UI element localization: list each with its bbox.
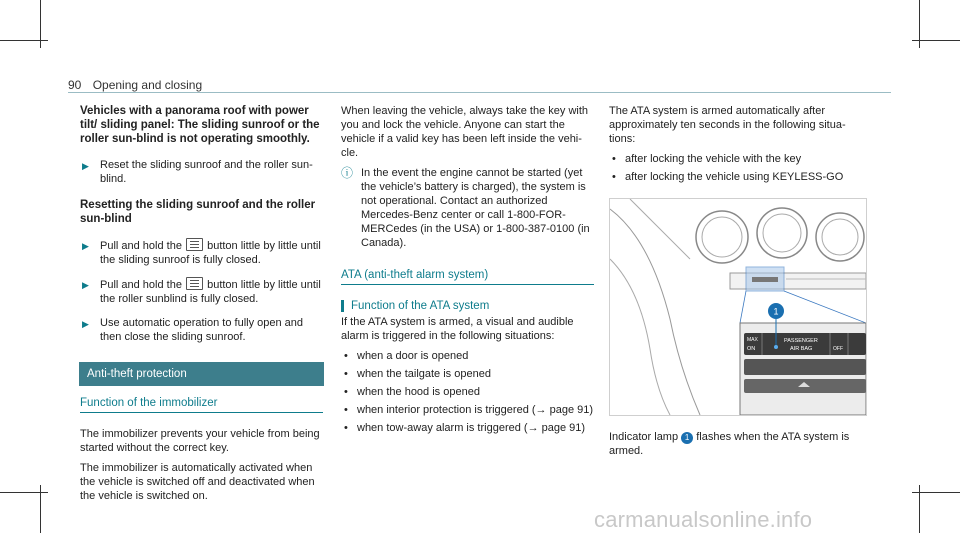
paragraph: The ATA system is armed automatically after approximately ten seconds in the following situa-tions:: [609, 105, 846, 145]
list-item: • after locking the vehicle using KEYLESS-GO: [609, 170, 865, 184]
step-arrow-icon: ▶: [82, 280, 89, 290]
crop-mark: [0, 492, 48, 493]
crop-mark: [912, 40, 960, 41]
heading-panorama-roof: Vehicles with a panorama roof with power tilt/ sliding panel: The sliding sunroof or the roller sun-blind is not operating smoothly.: [80, 105, 320, 145]
callout-badge: 1: [681, 432, 693, 444]
section-title: Opening and closing: [92, 78, 203, 92]
step-text: Reset the sliding sunroof and the roller sun-blind.: [100, 159, 313, 185]
info-icon: ⓘ: [341, 166, 354, 180]
step-text: Pull and hold the: [100, 240, 182, 252]
note-block: [341, 166, 594, 250]
step-text: button little by little until the sliding sunroof is fully closed.: [100, 240, 321, 266]
bullet-list: [341, 349, 594, 435]
paragraph: The immobilizer is automatically activated when the vehicle is switched off and deactivated when the vehicle is switched on.: [80, 462, 315, 502]
column-3: [609, 104, 865, 464]
step-text: Pull and hold the: [100, 279, 182, 291]
list-item: • when a door is opened: [341, 349, 594, 363]
caption-text: Indicator lamp: [609, 431, 679, 443]
step-text: button little by little until the roller sunblind is fully closed.: [100, 279, 321, 305]
list-item: • when the hood is opened: [341, 385, 594, 399]
step-automatic-operation: [80, 316, 323, 344]
button-on-label: ON: [747, 346, 756, 352]
paragraph: The immobilizer prevents your vehicle from being started without the correct key.: [80, 428, 320, 454]
heading-function-ata: [341, 299, 594, 313]
roof-button-icon: [186, 277, 203, 290]
crop-mark: [912, 492, 960, 493]
column-1: [80, 104, 323, 509]
step-arrow-icon: ▶: [82, 241, 89, 251]
subheading-ata: ATA (anti-theft alarm system): [341, 268, 594, 285]
dashboard-drawing: [610, 199, 866, 415]
list-item: • after locking the vehicle with the key: [609, 152, 865, 166]
crop-mark: [0, 40, 48, 41]
figure-caption: [609, 430, 865, 458]
paragraph: If the ATA system is armed, a visual and audible alarm is triggered in the following situations:: [341, 316, 574, 342]
step-arrow-icon: ▶: [82, 319, 89, 329]
bullet-list: [609, 152, 865, 184]
airbag-label: AIR BAG: [790, 346, 813, 352]
note-text: In the event the engine cannot be started (yet the vehicle’s battery is charged), the system is not operational. Contact an authorized Mercedes-Benz center or call 1-800-FOR-MERCedes (in the USA) or 1-800-387-0100 (in Canada).: [361, 167, 590, 249]
page-number: 90: [68, 78, 82, 92]
page-header: [68, 78, 202, 92]
list-item: • when tow-away alarm is triggered (→ page 91): [341, 421, 594, 435]
paragraph: When leaving the vehicle, always take the key with you and lock the vehicle. Anyone can start the vehicle if a valid key has been left inside the vehi-cle.: [341, 105, 589, 159]
heading-resetting: Resetting the sliding sunroof and the roller sun-blind: [80, 199, 316, 225]
step-reset: [80, 158, 323, 186]
step-arrow-icon: ▶: [82, 161, 89, 171]
column-2: [341, 104, 594, 439]
section-bar-heading: Anti-theft protection: [79, 362, 324, 386]
list-item: • when interior protection is triggered (→ page 91): [341, 403, 594, 417]
dashboard-illustration: [609, 198, 867, 416]
button-max-label: MAX: [747, 337, 758, 343]
callout-number: 1: [773, 306, 779, 317]
heading-marker: [341, 300, 344, 312]
step-pull-sunblind: [80, 277, 323, 306]
header-rule: [68, 92, 891, 93]
roof-button-icon: [186, 238, 203, 251]
subheading-immobilizer: Function of the immobilizer: [80, 396, 323, 413]
caption-text: flashes when the ATA system is armed.: [609, 431, 850, 457]
watermark: carmanualsonline.info: [594, 507, 813, 532]
step-pull-sunroof: [80, 238, 323, 267]
step-text: Use automatic operation to fully open and then close the sliding sunroof.: [100, 317, 304, 343]
button-off-label: OFF: [833, 346, 843, 352]
passenger-airbag-label: PASSENGER: [784, 338, 818, 344]
heading-text: Function of the ATA system: [351, 300, 490, 312]
list-item: • when the tailgate is opened: [341, 367, 594, 381]
